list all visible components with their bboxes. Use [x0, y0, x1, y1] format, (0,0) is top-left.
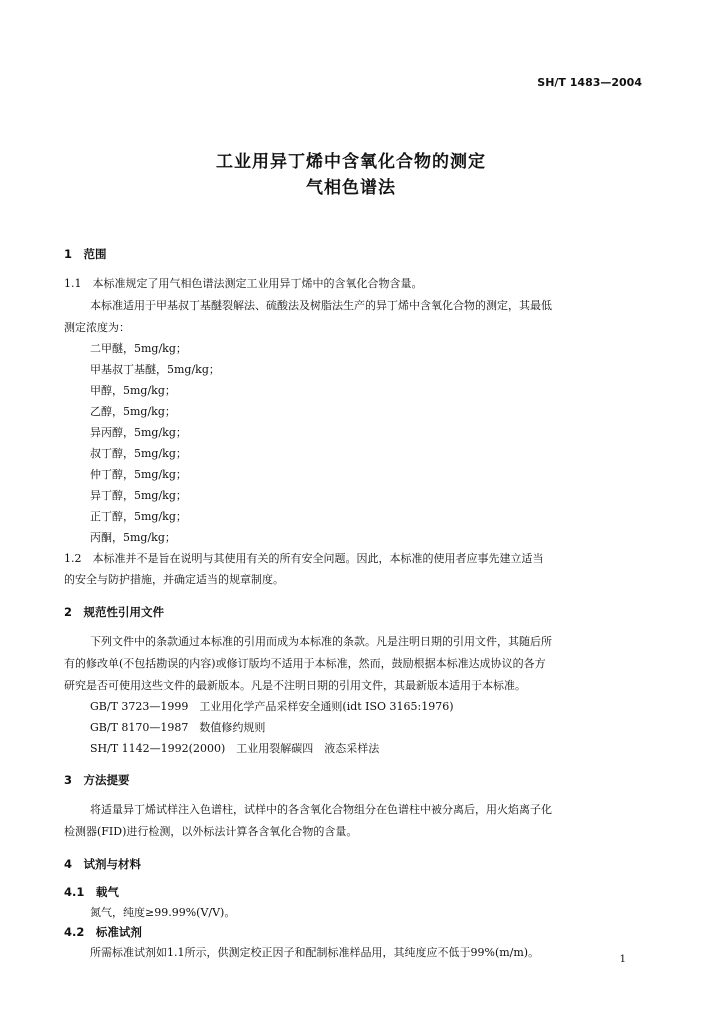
section-3-heading: 3 方法提要 — [64, 773, 130, 787]
clause-4-2-heading: 4.2 标准试剂 — [64, 925, 142, 939]
compound-item: 乙醇，5mg/kg； — [90, 405, 176, 418]
compound-item: 叔丁醇，5mg/kg； — [90, 447, 187, 460]
method-paragraph-line2: 检测器(FID)进行检测，以外标法计算各含氧化合物的含量。 — [64, 825, 358, 838]
standard-code: SH/T 1483—2004 — [537, 76, 642, 89]
references-paragraph-line1: 下列文件中的条款通过本标准的引用而成为本标准的条款。凡是注明日期的引用文件，其随后所 — [90, 635, 552, 648]
clause-4-1-heading: 4.1 载气 — [64, 885, 119, 899]
scope-paragraph-line2: 测定浓度为： — [64, 321, 130, 334]
references-paragraph-line3: 研究是否可使用这些文件的最新版本。凡是不注明日期的引用文件，其最新版本适用于本标准。 — [64, 679, 526, 692]
reference-item: SH/T 1142—1992(2000) 工业用裂解碳四 液态采样法 — [90, 742, 380, 755]
clause-4-1-text: 氮气，纯度≥99.99%(V/V)。 — [90, 906, 236, 919]
clause-4-2-text: 所需标准试剂如1.1所示，供测定校正因子和配制标准样品用，其纯度应不低于99%(m/m)。 — [90, 946, 540, 959]
scope-paragraph-line1: 本标准适用于甲基叔丁基醚裂解法、硫酸法及树脂法生产的异丁烯中含氧化合物的测定，其最低 — [90, 299, 552, 312]
compound-item: 异丁醇，5mg/kg； — [90, 489, 187, 502]
reference-item: GB/T 3723—1999 工业用化学产品采样安全通则(idt ISO 3165:1976) — [90, 700, 454, 713]
compound-item: 甲醇，5mg/kg； — [90, 384, 176, 397]
compound-item: 正丁醇，5mg/kg； — [90, 510, 187, 523]
compound-item: 丙酮，5mg/kg； — [90, 531, 176, 544]
clause-1-1: 1.1 本标准规定了用气相色谱法测定工业用异丁烯中的含氧化合物含量。 — [64, 277, 423, 290]
document-title: 工业用异丁烯中含氧化合物的测定 — [216, 152, 486, 172]
section-4-heading: 4 试剂与材料 — [64, 857, 142, 871]
references-paragraph-line2: 有的修改单(不包括勘误的内容)或修订版均不适用于本标准，然而，鼓励根据本标准达成协议的各方 — [64, 657, 546, 670]
compound-item: 异丙醇，5mg/kg； — [90, 426, 187, 439]
page-number: 1 — [619, 954, 626, 965]
compound-item: 甲基叔丁基醚，5mg/kg； — [90, 363, 220, 376]
reference-item: GB/T 8170—1987 数值修约规则 — [90, 721, 266, 734]
document-subtitle: 气相色谱法 — [306, 178, 396, 198]
section-2-heading: 2 规范性引用文件 — [64, 605, 165, 619]
clause-1-2-line2: 的安全与防护措施，并确定适当的规章制度。 — [64, 573, 284, 586]
clause-1-2-line1: 1.2 本标准并不是旨在说明与其使用有关的所有安全问题。因此，本标准的使用者应事先建立适当 — [64, 552, 544, 565]
section-1-heading: 1 范围 — [64, 247, 107, 261]
method-paragraph-line1: 将适量异丁烯试样注入色谱柱，试样中的各含氧化合物组分在色谱柱中被分离后，用火焰离子化 — [90, 803, 552, 816]
compound-item: 仲丁醇，5mg/kg； — [90, 468, 187, 481]
compound-item: 二甲醚，5mg/kg； — [90, 342, 187, 355]
